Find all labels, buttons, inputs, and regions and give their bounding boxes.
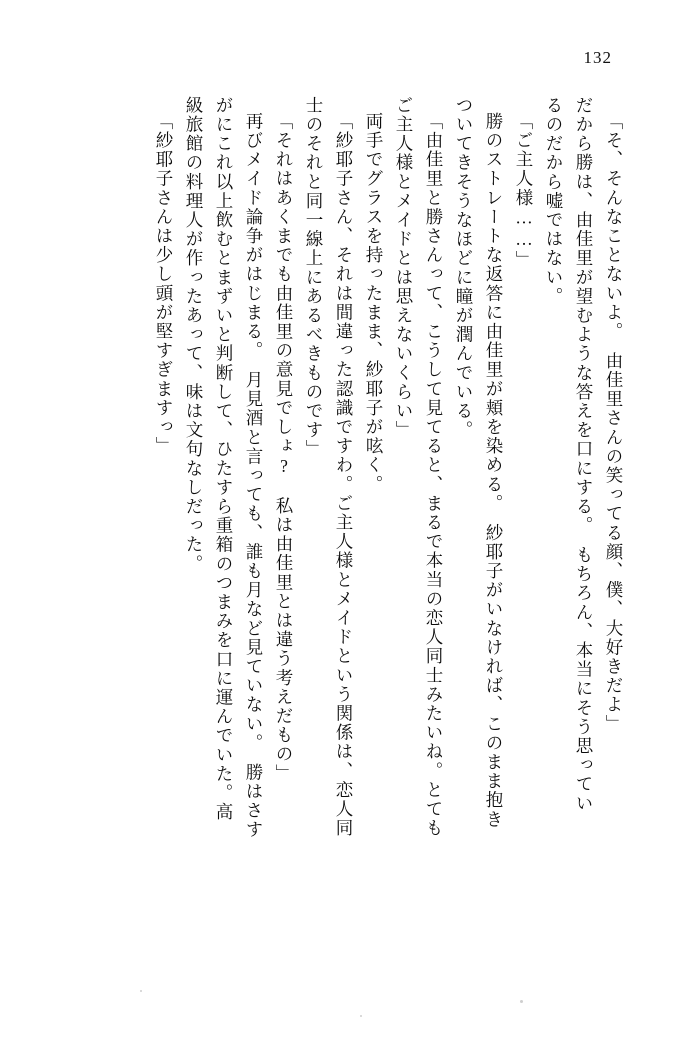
text-column: 「それはあくまでも由佳里の意見でしょ? 私は由佳里とは違う考えだもの」 xyxy=(274,112,294,783)
page-speck xyxy=(360,1015,362,1017)
text-column: 勝のストレートな返答に由佳里が頬を染める。 紗耶子がいなければ、このまま抱き xyxy=(484,112,504,830)
text-column: 「由佳里と勝さんって、こうして見てると、まるで本当の恋人同士みたいね。とても xyxy=(424,112,444,838)
text-column: 両手でグラスを持ったまま、紗耶子が呟く。 xyxy=(364,112,384,494)
text-column: 士のそれと同一線上にあるべきものです」 xyxy=(304,96,324,459)
text-column: 「ご主人様……」 xyxy=(514,112,534,270)
page-speck xyxy=(140,990,142,992)
text-column: 「紗耶子さん、それは間違った認識ですわ。ご主人様とメイドという関係は、恋人同 xyxy=(334,112,354,838)
text-column: だから勝は、由佳里が望むような答えを口にする。 もちろん、本当にそう思ってい xyxy=(574,96,594,814)
text-column: がにこれ以上飲むとまずいと判断して、ひたすら重箱のつまみを口に運んでいた。高 xyxy=(214,96,234,822)
text-column: 級旅館の料理人が作ったあって、味は文句なしだった。 xyxy=(184,96,204,574)
text-column: 「そ、そんなことないよ。 由佳里さんの笑ってる顔、僕、大好きだよ」 xyxy=(604,112,624,734)
page-text-body xyxy=(90,96,622,990)
page-speck xyxy=(520,1000,523,1003)
page-number: 132 xyxy=(583,48,612,67)
text-column: 再びメイド論争がはじまる。 月見酒と言っても、誰も月など見ていない。 勝はさす xyxy=(244,112,264,840)
text-column: 「紗耶子さんは少し頭が堅すぎますっ」 xyxy=(154,112,174,456)
text-column: ついてきそうなほどに瞳が潤んでいる。 xyxy=(454,96,474,440)
text-column: るのだから嘘ではない。 xyxy=(544,96,564,307)
text-column: ご主人様とメイドとは思えないくらい」 xyxy=(394,96,414,440)
